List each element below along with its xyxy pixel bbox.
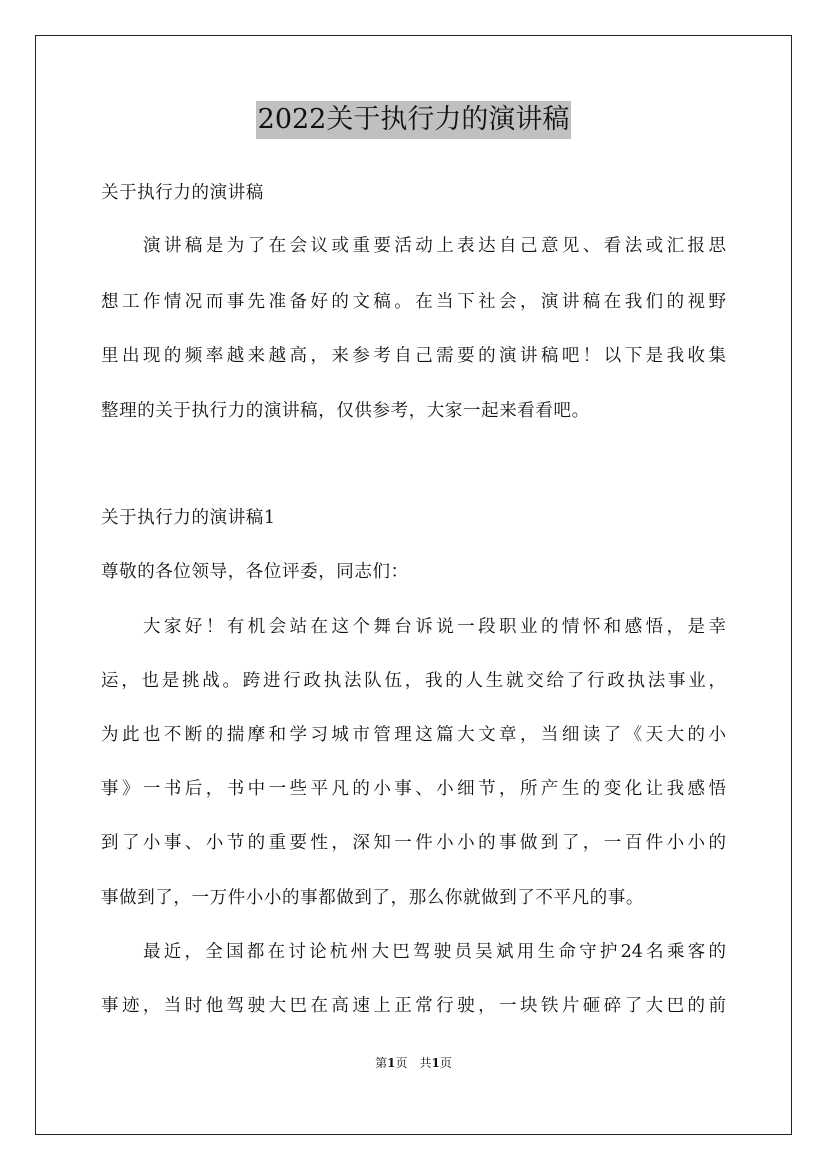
paragraph-line: 事》一书后，书中一些平凡的小事、小细节，所产生的变化让我感悟	[101, 779, 726, 799]
subtitle: 关于执行力的演讲稿	[101, 183, 264, 203]
footer-page-total: 1	[431, 1056, 440, 1070]
paragraph-line: 到了小事、小节的重要性，深知一件小小的事做到了，一百件小小的	[101, 833, 726, 853]
intro-line: 里出现的频率越来越高，来参考自己需要的演讲稿吧！以下是我收集	[101, 346, 726, 366]
footer-page-current: 1	[387, 1056, 396, 1070]
paragraph-line: 事迹，当时他驾驶大巴在高速上正常行驶，一块铁片砸碎了大巴的前	[101, 996, 726, 1016]
intro-line: 整理的关于执行力的演讲稿，仅供参考，大家一起来看看吧。	[101, 401, 590, 421]
title-container	[0, 101, 827, 139]
paragraph-line: 运，也是挑战。跨进行政执法队伍，我的人生就交给了行政执法事业，	[101, 671, 726, 691]
paragraph-line: 最近，全国都在讨论杭州大巴驾驶员吴斌用生命守护24名乘客的	[143, 942, 726, 962]
footer-middle: 页 共	[395, 1056, 432, 1070]
footer-suffix: 页	[439, 1056, 452, 1070]
intro-line: 想工作情况而事先准备好的文稿。在当下社会，演讲稿在我们的视野	[101, 292, 726, 312]
paragraph-line: 为此也不断的揣摩和学习城市管理这篇大文章，当细读了《天大的小	[101, 725, 726, 745]
document-title: 2022关于执行力的演讲稿	[256, 101, 572, 139]
paragraph-line: 事做到了，一万件小小的事都做到了，那么你就做到了不平凡的事。	[101, 888, 644, 908]
page-footer	[0, 1054, 827, 1071]
section-heading: 关于执行力的演讲稿1	[101, 508, 276, 528]
intro-line: 演讲稿是为了在会议或重要活动上表达自己意见、看法或汇报思	[143, 236, 726, 256]
footer-prefix: 第	[375, 1056, 388, 1070]
salutation: 尊敬的各位领导，各位评委，同志们：	[101, 562, 409, 582]
paragraph-line: 大家好！有机会站在这个舞台诉说一段职业的情怀和感悟，是幸	[143, 617, 726, 637]
